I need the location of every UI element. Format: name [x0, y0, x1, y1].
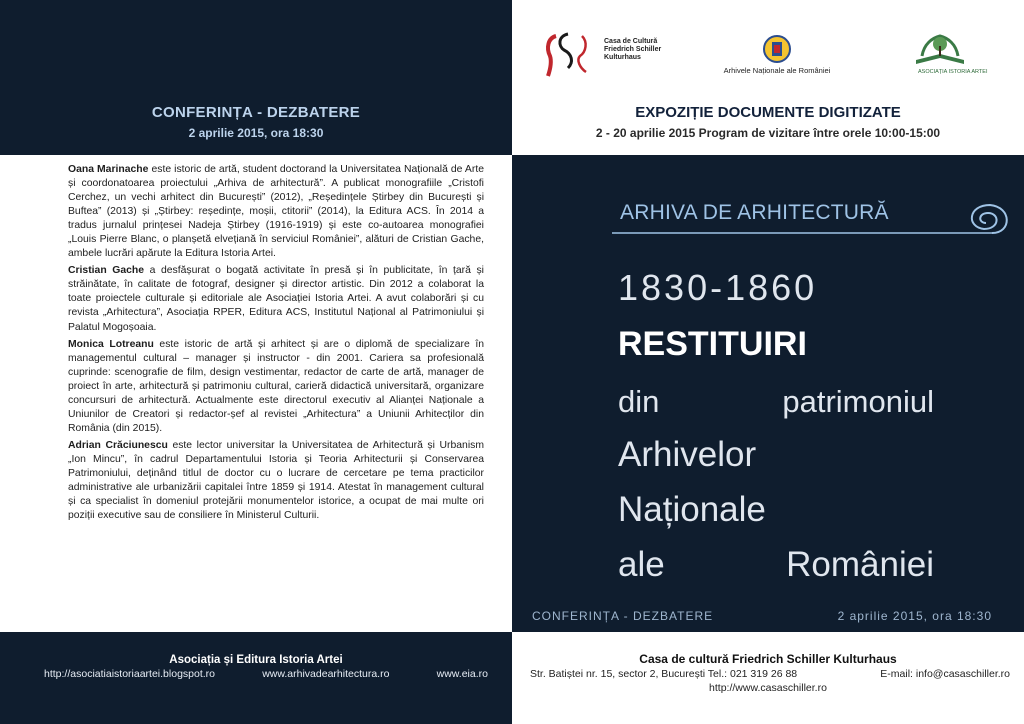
conference-label: CONFERINȚA - DEZBATERE	[532, 609, 714, 623]
bio-name: Oana Marinache	[68, 164, 149, 175]
schiller-emblem-icon	[542, 30, 602, 78]
conference-datetime: 2 aprilie 2015, ora 18:30	[837, 609, 992, 623]
poster-main	[512, 155, 1024, 632]
schiller-logo	[542, 30, 672, 78]
exhibition-title: EXPOZIȚIE DOCUMENTE DIGITIZATE	[635, 104, 901, 121]
eia-link[interactable]: www.eia.ro	[436, 668, 488, 680]
restituiri-heading: RESTITUIRI	[618, 325, 807, 363]
schiller-line-2: Friedrich Schiller	[604, 46, 662, 54]
bio-name: Cristian Gache	[68, 265, 145, 277]
exhibition-header	[512, 0, 1024, 155]
speaker-bios	[68, 163, 484, 526]
schiller-line-1: Casa de Cultură	[604, 38, 658, 45]
conference-title: CONFERINȚA - DEZBATERE	[151, 104, 361, 121]
schiller-line-3: Kulturhaus	[604, 54, 641, 62]
schiller-website-link[interactable]: http://www.casaschiller.ro	[709, 682, 827, 694]
conference-row	[532, 609, 992, 623]
din-patrimoniul-line: din patrimoniul	[618, 384, 934, 419]
association-footer	[0, 632, 512, 724]
bio-name: Adrian Crăciunescu	[68, 439, 168, 451]
schiller-logo-text	[604, 38, 661, 63]
bio-text: este lector universitar la Universitatea de Arhitectură și Urbanism „Ion Mincu”, în cadrul Departamentului Istoria și Teoria Arhitecturii și Conservarea Patrimoniului, deținând titlul de doctor cu o lucrare de cercetare pe tema practicilor administrative ale urbanizării capitalei între 1859 și 1914. Atestat în management cultural și ca specialist în domeniul protejării monumentelor istorice, a ocupat de mai multe ori poziții executive sau de consiliere în Ministerul Culturii.	[68, 439, 484, 522]
nationale-line: Naționale	[618, 490, 766, 529]
bio-paragraph	[68, 439, 484, 523]
arhivelor-line: Arhivelor	[618, 435, 757, 474]
book-tree-icon	[912, 30, 968, 68]
schiller-contact-row	[530, 668, 1010, 680]
arhive-logo-text: Arhivele Naționale ale României	[723, 66, 831, 75]
arhiva-title: ARHIVA DE ARHITECTURĂ	[620, 201, 889, 224]
bio-text: este istoric de artă și arhitect și are o diplomă de specializare în managementul cultural – manager și instructor - din 2001. Cariera sa profesională cuprinde: scenografie de film, design vestimentar, redactor de carte de artă, manager de proiect în arte, arhitectură și patrimoniu cultural, carieră didactică universitară, organizare concursuri de arhitectură. Actualmente este directorul executiv al Alianței Naționale a Uniunilor de Creatori și redactor-șef al revistei „Arhitectura” a Uniunii Arhitecților din România (din 2015).	[68, 338, 484, 434]
conference-header	[0, 0, 512, 155]
association-links	[44, 668, 488, 680]
schiller-name: Casa de cultură Friedrich Schiller Kulturhaus	[639, 652, 897, 666]
blog-link[interactable]: http://asociatiaistoriaartei.blogspot.ro	[44, 668, 216, 680]
bio-paragraph	[68, 338, 484, 436]
arhive-crest-icon	[762, 34, 792, 64]
bio-paragraph	[68, 163, 484, 261]
schiller-address: Str. Batiștei nr. 15, sector 2, București Tel.: 021 319 26 88	[530, 668, 798, 680]
schiller-email[interactable]: E-mail: info@casaschiller.ro	[880, 668, 1010, 680]
bio-paragraph	[68, 264, 484, 334]
istoria-logo-text: ASOCIAȚIA ISTORIA ARTEI	[918, 69, 988, 75]
bio-text: a desfășurat o bogată activitate în presă și în publicitate, în țară și străinătate, în calitate de fotograf, designer și director artistic. Din 2012 a colaborat la toate proiectele culturale și editoriale ale Asociației Istoria Artei. A avut colaborări și cu revista „Arhitectura”, Asociația RPER, Editura ACS, Institutul Național al Patrimoniului și Palatul Mogoșoaia.	[68, 265, 484, 333]
bio-name: Monica Lotreanu	[68, 338, 154, 350]
arhiva-link[interactable]: www.arhivadearhitectura.ro	[262, 668, 390, 680]
years-heading: 1830-1860	[618, 267, 818, 308]
conference-date: 2 aprilie 2015, ora 18:30	[188, 126, 324, 140]
arhive-logo	[712, 34, 832, 78]
ale-romaniei-line: ale României	[618, 545, 934, 584]
schiller-footer	[512, 632, 1024, 724]
exhibition-schedule: 2 - 20 aprilie 2015 Program de vizitare între orele 10:00-15:00	[595, 126, 941, 140]
association-name: Asociația și Editura Istoria Artei	[169, 654, 343, 666]
bio-text: este istoric de artă, student doctorand la Universitatea Națională de Arte și coordonatoarea proiectului „Arhiva de arhitectură”. A publicat monografiile „Cristofi Cerchez, un vechi arhitect din București” (2012), „Reședințele Știrbey din București și Buftea” (2013) și „Știrbey: reședințe, moșii, ctitorii” (2014), la Editura ACS. În 2014 a tradus jurnalul prințesei Nadeja Știrbey (1916-1919) și este co-autoarea monografiei „Louis Pierre Blanc, o planșetă elvețiană în serviciul României”, alături de Cristian Gache, ambele lucrări apărute la Editura Istoria Artei.	[68, 164, 484, 260]
istoria-artei-logo	[912, 30, 988, 78]
